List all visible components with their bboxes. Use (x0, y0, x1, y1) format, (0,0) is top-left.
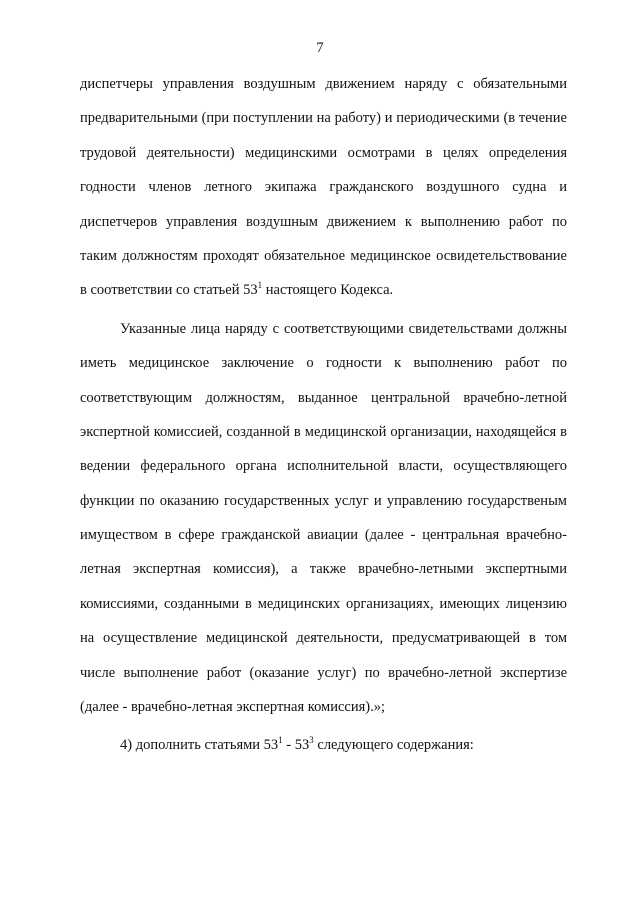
paragraph-1-line-6: таким должностям проходят обязательное медицинское освидетельствование (80, 247, 567, 264)
paragraph-2-line-4: экспертной комиссией, созданной в медицинской организации, находящейся в (80, 423, 567, 440)
paragraph-2-line-12: (далее - врачебно-летная экспертная комиссия).»; (80, 699, 386, 716)
paragraph-1-line-2: предварительными (при поступлении на работу) и периодическими (в течение (80, 110, 567, 127)
item-4-superscript-1: 1 (278, 735, 283, 746)
paragraph-2-line-8: летная экспертная комиссия), а также врачебно-летными экспертными (80, 561, 567, 578)
paragraph-1-article-superscript: 1 (257, 280, 263, 291)
paragraph-1-line-7-text-b: настоящего Кодекса. (262, 282, 394, 299)
item-4-text-c: следующего содержания: (313, 737, 474, 754)
paragraph-2-line-7: имуществом в сфере гражданской авиации (далее - центральная врачебно- (80, 527, 567, 544)
paragraph-2-line-1: Указанные лица наряду с соответствующими свидетельствами должны (120, 320, 567, 337)
paragraph-1-line-7 (80, 280, 567, 314)
paragraph-2-line-11: числе выполнение работ (оказание услуг) по врачебно-летной экспертизе (80, 664, 567, 681)
paragraph-2-line-9: комиссиями, созданными в медицинских организациях, имеющих лицензию (80, 595, 567, 612)
paragraph-1-line-7-text-a: в соответствии со статьей 53 (80, 282, 258, 299)
item-4-line (80, 735, 567, 769)
paragraph-1-line-5: диспетчеров управления воздушным движением к выполнению работ по (80, 213, 567, 230)
paragraph-2-line-3: соответствующим должностям, выданное центральной врачебно-летной (80, 389, 567, 406)
document-body (80, 74, 567, 770)
paragraph-1-line-4: годности членов летного экипажа гражданского воздушного судна и (80, 179, 567, 196)
paragraph-2-line-10: на осуществление медицинской деятельности, предусматривающей в том (80, 630, 567, 647)
paragraph-1-line-1: диспетчеры управления воздушным движением наряду с обязательными (80, 76, 567, 92)
item-4-superscript-3: 3 (309, 735, 314, 746)
page-number: 7 (316, 40, 324, 56)
paragraph-2-line-6: функции по оказанию государственных услуг и управлению государственым (80, 492, 567, 509)
paragraph-1-line-3: трудовой деятельности) медицинскими осмотрами в целях определения (80, 144, 567, 161)
paragraph-2-line-2: иметь медицинское заключение о годности к выполнению работ по (80, 355, 567, 372)
item-4-text-a: 4) дополнить статьями 53 (120, 737, 279, 754)
paragraph-2-line-5: ведении федерального органа исполнительной власти, осуществляющего (80, 458, 567, 475)
item-4-text-b: - 53 (282, 737, 310, 754)
